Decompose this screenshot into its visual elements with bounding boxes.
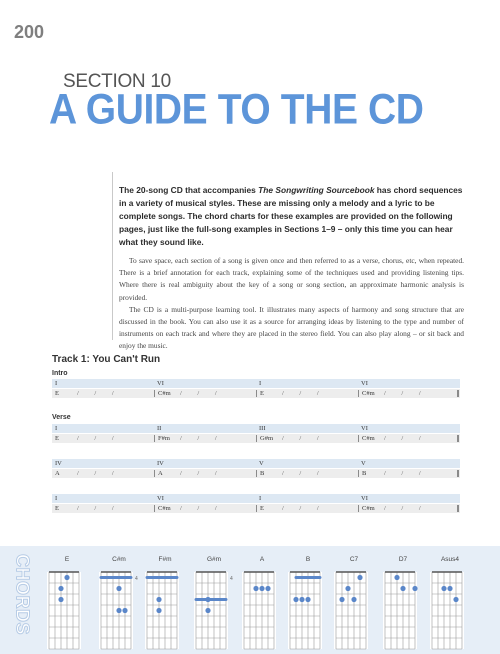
chord-name: E bbox=[55, 390, 59, 397]
finger-dot bbox=[345, 586, 350, 591]
chord-name: C#m bbox=[362, 505, 375, 512]
chord-name: G#m bbox=[260, 435, 273, 442]
book-title: The Songwriting Sourcebook bbox=[258, 185, 375, 195]
chord-diagram-name: G#m bbox=[206, 556, 222, 563]
beat-slashes: / / / bbox=[384, 470, 421, 477]
chord-name: E bbox=[260, 505, 264, 512]
chord-cell bbox=[52, 470, 154, 477]
fretboard bbox=[45, 568, 89, 652]
chord-cell bbox=[256, 390, 358, 397]
numeral-row bbox=[52, 379, 460, 388]
finger-dot bbox=[116, 608, 121, 613]
fretboard-background bbox=[242, 572, 276, 649]
finger-dot bbox=[64, 575, 69, 580]
finger-dot bbox=[400, 586, 405, 591]
fretboard-background bbox=[383, 572, 417, 649]
finger-dot bbox=[293, 597, 298, 602]
chord-name: C#m bbox=[362, 390, 375, 397]
intro-block bbox=[112, 172, 464, 351]
chord-cell bbox=[52, 505, 154, 512]
finger-dot bbox=[259, 586, 264, 591]
verse-row-group bbox=[52, 459, 460, 478]
chords-side-text: CHORDS bbox=[12, 554, 33, 636]
roman-numeral: V bbox=[259, 460, 264, 467]
numeral-row bbox=[52, 424, 460, 433]
fretboard-background bbox=[334, 572, 368, 649]
finger-dot bbox=[351, 597, 356, 602]
fretboard-background bbox=[99, 572, 133, 649]
chord-name: A bbox=[55, 470, 60, 477]
chord-name: C#m bbox=[362, 435, 375, 442]
beat-slashes: / / / bbox=[77, 470, 114, 477]
fretboard bbox=[240, 568, 284, 652]
page-number: 200 bbox=[14, 22, 45, 42]
roman-numeral: IV bbox=[157, 460, 164, 467]
beat-slashes: / / / bbox=[77, 390, 114, 397]
chord-diagram bbox=[240, 556, 284, 654]
chord-diagram bbox=[428, 556, 472, 654]
roman-numeral: I bbox=[55, 380, 58, 387]
finger-dot bbox=[116, 586, 121, 591]
fretboard bbox=[332, 568, 376, 652]
chord-diagram-name: F#m bbox=[158, 556, 172, 563]
chord-row bbox=[52, 389, 460, 398]
finger-dot bbox=[299, 597, 304, 602]
roman-numeral: V bbox=[361, 460, 366, 467]
finger-dot bbox=[441, 586, 446, 591]
chord-name: C#m bbox=[158, 390, 171, 397]
chord-cell bbox=[154, 435, 256, 442]
section-label: SECTION 10 bbox=[63, 71, 171, 92]
chord-diagram-name: B bbox=[305, 556, 311, 563]
finger-dot bbox=[58, 597, 63, 602]
fretboard bbox=[286, 568, 330, 652]
chord-diagram bbox=[143, 556, 187, 654]
roman-numeral: VI bbox=[361, 495, 368, 502]
fretboard bbox=[381, 568, 425, 652]
beat-slashes: / / / bbox=[77, 435, 114, 442]
chord-diagram-name: E bbox=[64, 556, 70, 563]
chord-cell bbox=[358, 505, 460, 512]
beat-slashes: / / / bbox=[180, 435, 217, 442]
numeral-row bbox=[52, 459, 460, 468]
roman-numeral: VI bbox=[361, 380, 368, 387]
chord-row bbox=[52, 469, 460, 478]
chord-row bbox=[52, 434, 460, 443]
finger-dot bbox=[253, 586, 258, 591]
chord-cell bbox=[154, 470, 256, 477]
intro-lead bbox=[119, 184, 464, 249]
track-title: Track 1: You Can't Run bbox=[52, 354, 161, 365]
intro-paragraph-1: To save space, each section of a song is given once and then referred to as a verse, chorus, etc, when repeated. There is a brief annotation for each track, explaining some of the techniques used and providing listening tips. Where there is real ambiguity about the key of a song or song section, an approximate harmonic analysis is provided. bbox=[119, 256, 464, 302]
chord-name: E bbox=[260, 390, 264, 397]
roman-numeral: VI bbox=[361, 425, 368, 432]
chord-row bbox=[52, 504, 460, 513]
roman-numeral: II bbox=[157, 425, 162, 432]
beat-slashes: / / / bbox=[384, 505, 421, 512]
finger-dot bbox=[412, 586, 417, 591]
finger-dot bbox=[156, 608, 161, 613]
intro-paragraph-2: The CD is a multi-purpose learning tool. It illustrates many aspects of harmony and song structure that are discussed in the book. You can also use it as a source for arranging ideas by listening to the type and number of instruments on each track and where they are placed in the stereo field. You can also play along – or sit back and enjoy the music. bbox=[119, 304, 464, 351]
finger-dot bbox=[122, 608, 127, 613]
beat-slashes: / / / bbox=[282, 390, 319, 397]
page-title: A GUIDE TO THE CD bbox=[49, 86, 424, 134]
beat-slashes: / / / bbox=[282, 435, 319, 442]
roman-numeral: I bbox=[259, 495, 262, 502]
roman-numeral: I bbox=[55, 495, 58, 502]
chord-name: E bbox=[55, 435, 59, 442]
finger-dot bbox=[265, 586, 270, 591]
chord-diagram bbox=[45, 556, 89, 654]
finger-dot bbox=[305, 597, 310, 602]
intro-lead-part2: has chord sequences in a variety of musical styles. These are missing only a melody and a lyric to be complete songs. The chord charts for these examples are provided on the following pages, just like the full-song examples in Sections 1–9 – only this time you can hear what they sound like. bbox=[119, 185, 463, 247]
finger-dot bbox=[357, 575, 362, 580]
verse-row-group bbox=[52, 424, 460, 443]
chord-diagram-name: C7 bbox=[349, 556, 359, 563]
fretboard-background bbox=[288, 572, 322, 649]
roman-numeral: I bbox=[55, 425, 58, 432]
chord-diagram bbox=[381, 556, 425, 654]
chord-cell bbox=[256, 435, 358, 442]
finger-dot bbox=[447, 586, 452, 591]
chord-cell bbox=[154, 505, 256, 512]
finger-dot bbox=[58, 586, 63, 591]
chord-name: E bbox=[55, 505, 59, 512]
chord-diagram-name: A bbox=[259, 556, 265, 563]
beat-slashes: / / / bbox=[282, 505, 319, 512]
roman-numeral: VI bbox=[157, 495, 164, 502]
chord-cell bbox=[358, 435, 460, 442]
verse-row-group bbox=[52, 494, 460, 513]
finger-dot bbox=[205, 597, 210, 602]
finger-dot bbox=[453, 597, 458, 602]
chord-diagram-name: D7 bbox=[398, 556, 408, 563]
chord-cell bbox=[154, 390, 256, 397]
fretboard-background bbox=[430, 572, 464, 649]
verse-label: Verse bbox=[52, 414, 71, 421]
intro-label: Intro bbox=[52, 370, 68, 377]
roman-numeral: III bbox=[259, 425, 266, 432]
roman-numeral: VI bbox=[157, 380, 164, 387]
chord-name: B bbox=[362, 470, 367, 477]
finger-dot bbox=[394, 575, 399, 580]
beat-slashes: / / / bbox=[282, 470, 319, 477]
fretboard bbox=[192, 568, 236, 652]
fretboard-background bbox=[145, 572, 179, 649]
beat-slashes: / / / bbox=[180, 470, 217, 477]
fretboard-background bbox=[194, 572, 228, 649]
intro-lead-part1: The 20-song CD that accompanies bbox=[119, 185, 259, 195]
base-fret-number: 4 bbox=[230, 576, 233, 582]
fretboard bbox=[143, 568, 187, 652]
chord-cell bbox=[52, 435, 154, 442]
chord-diagram bbox=[332, 556, 376, 654]
chord-name: C#m bbox=[158, 505, 171, 512]
roman-numeral: I bbox=[259, 380, 262, 387]
base-fret-number: 4 bbox=[135, 576, 138, 582]
numeral-row bbox=[52, 494, 460, 503]
fretboard-background bbox=[47, 572, 81, 649]
chord-cell bbox=[52, 390, 154, 397]
beat-slashes: / / / bbox=[180, 390, 217, 397]
chord-cell bbox=[256, 505, 358, 512]
chord-cell bbox=[358, 390, 460, 397]
intro-row-group bbox=[52, 379, 460, 398]
fretboard bbox=[428, 568, 472, 652]
beat-slashes: / / / bbox=[77, 505, 114, 512]
chord-name: B bbox=[260, 470, 265, 477]
chord-cell bbox=[358, 470, 460, 477]
chord-diagram bbox=[97, 556, 141, 654]
beat-slashes: / / / bbox=[384, 435, 421, 442]
finger-dot bbox=[205, 608, 210, 613]
finger-dot bbox=[339, 597, 344, 602]
roman-numeral: IV bbox=[55, 460, 62, 467]
chord-diagram-name: Asus4 bbox=[440, 556, 460, 563]
chord-diagram bbox=[192, 556, 236, 654]
chord-name: A bbox=[158, 470, 163, 477]
finger-dot bbox=[156, 597, 161, 602]
beat-slashes: / / / bbox=[180, 505, 217, 512]
beat-slashes: / / / bbox=[384, 390, 421, 397]
fretboard bbox=[97, 568, 141, 652]
chord-name: F#m bbox=[158, 435, 170, 442]
chords-side-label bbox=[12, 554, 32, 654]
chord-cell bbox=[256, 470, 358, 477]
chord-diagram bbox=[286, 556, 330, 654]
chord-diagram-name: C#m bbox=[112, 556, 126, 563]
